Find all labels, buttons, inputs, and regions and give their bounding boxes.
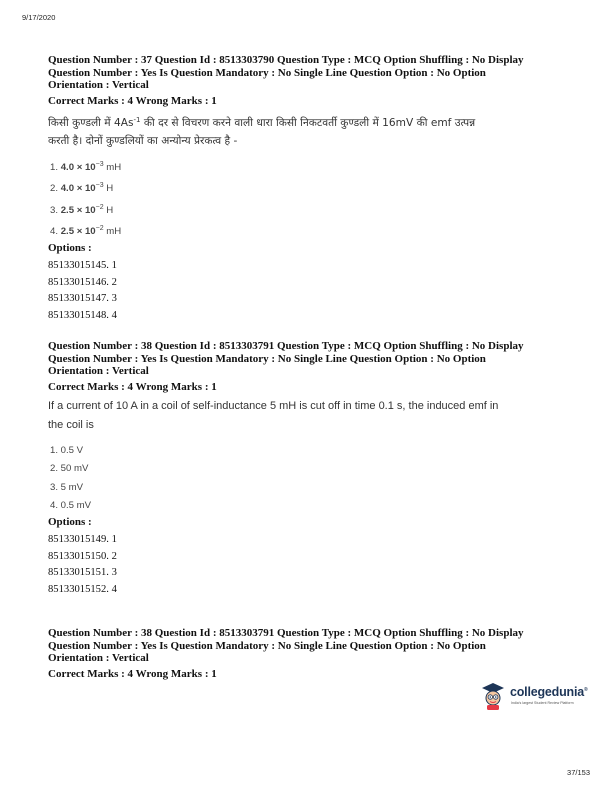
question-text: If a current of 10 A in a coil of self-inductance 5 mH is cut off in time 0.1 s, the induced emf in the coil is bbox=[48, 400, 499, 431]
marks-line: Correct Marks : 4 Wrong Marks : 1 bbox=[48, 381, 217, 394]
question-block-37 bbox=[48, 54, 578, 324]
question-text-exponent: -1 bbox=[133, 116, 141, 125]
answer-choice: 4. 0.5 mV bbox=[50, 500, 92, 511]
option-id: 85133015146. 2 bbox=[48, 276, 117, 288]
answer-choices bbox=[50, 442, 578, 515]
print-date: 9/17/2020 bbox=[22, 13, 56, 22]
answer-choices bbox=[50, 156, 578, 241]
question-text bbox=[48, 111, 578, 150]
question-text-part: 16mV bbox=[382, 117, 414, 130]
question-header-line: Question Number : Yes Is Question Mandatory : No Single Line Question Option : No Option bbox=[48, 639, 486, 652]
marks-line: Correct Marks : 4 Wrong Marks : 1 bbox=[48, 668, 217, 681]
question-text-part: किसी कुण्डली में bbox=[48, 117, 114, 130]
question-header-line: Orientation : Vertical bbox=[48, 652, 149, 665]
question-header-line: Question Number : 38 Question Id : 8513303791 Question Type : MCQ Option Shuffling : No Display bbox=[48, 340, 524, 352]
option-id: 85133015145. 1 bbox=[48, 260, 117, 272]
answer-choice: 1. $4.0 \times 10^{-3}$ mH bbox=[50, 161, 122, 174]
question-header-line: Question Number : 38 Question Id : 8513303791 Question Type : MCQ Option Shuffling : No Display bbox=[48, 627, 524, 639]
collegedunia-logo bbox=[480, 681, 588, 717]
graduate-mascot-icon bbox=[480, 681, 506, 711]
logo-tagline: India's largest Student Review Platform bbox=[511, 701, 574, 705]
options-heading: Options : bbox=[48, 516, 92, 529]
answer-choice: 1. 0.5 V bbox=[50, 445, 84, 457]
question-text-part: 4As bbox=[113, 117, 134, 130]
option-id: 85133015150. 2 bbox=[48, 550, 117, 562]
question-header-line: Question Number : Yes Is Question Mandatory : No Single Line Question Option : No Option bbox=[48, 66, 486, 79]
marks-line: Correct Marks : 4 Wrong Marks : 1 bbox=[48, 95, 217, 108]
question-text-part: की bbox=[413, 117, 431, 130]
question-text-part: की दर से विचरण करने वाली धारा किसी निकटवर्ती कुण्डली में bbox=[140, 117, 383, 130]
question-text-part: emf bbox=[430, 117, 452, 130]
answer-choice: 3. 5 mV bbox=[50, 481, 84, 493]
answer-choice: 3. $2.5 \times 10^{-2}$ H bbox=[50, 203, 114, 216]
question-text-part: करती है। दोनों कुण्डलियों का अन्योन्य प्रेरकत्व है - bbox=[48, 135, 238, 148]
option-id: 85133015148. 4 bbox=[48, 309, 117, 321]
options-heading: Options : bbox=[48, 242, 92, 255]
question-block-38-continued bbox=[48, 627, 578, 684]
answer-choice: 2. 50 mV bbox=[50, 463, 89, 475]
answer-choice: 2. $4.0 \times 10^{-3}$ H bbox=[50, 182, 114, 195]
option-id: 85133015149. 1 bbox=[48, 534, 117, 546]
question-block-38 bbox=[48, 340, 578, 598]
question-header-line: Question Number : Yes Is Question Mandatory : No Single Line Question Option : No Option bbox=[48, 352, 486, 365]
question-header-line: Question Number : 37 Question Id : 8513303790 Question Type : MCQ Option Shuffling : No Display bbox=[48, 54, 524, 66]
option-id: 85133015151. 3 bbox=[48, 567, 117, 579]
option-id: 85133015152. 4 bbox=[48, 583, 117, 595]
logo-wordmark: collegedunia® bbox=[510, 685, 588, 699]
page-number: 37/153 bbox=[567, 768, 590, 777]
question-header-line: Orientation : Vertical bbox=[48, 365, 149, 378]
question-header-line: Orientation : Vertical bbox=[48, 79, 149, 92]
answer-choice: 4. $2.5 \times 10^{-2}$ mH bbox=[50, 225, 122, 237]
question-text-part: उत्पन्न bbox=[451, 117, 476, 130]
option-id: 85133015147. 3 bbox=[48, 293, 117, 305]
